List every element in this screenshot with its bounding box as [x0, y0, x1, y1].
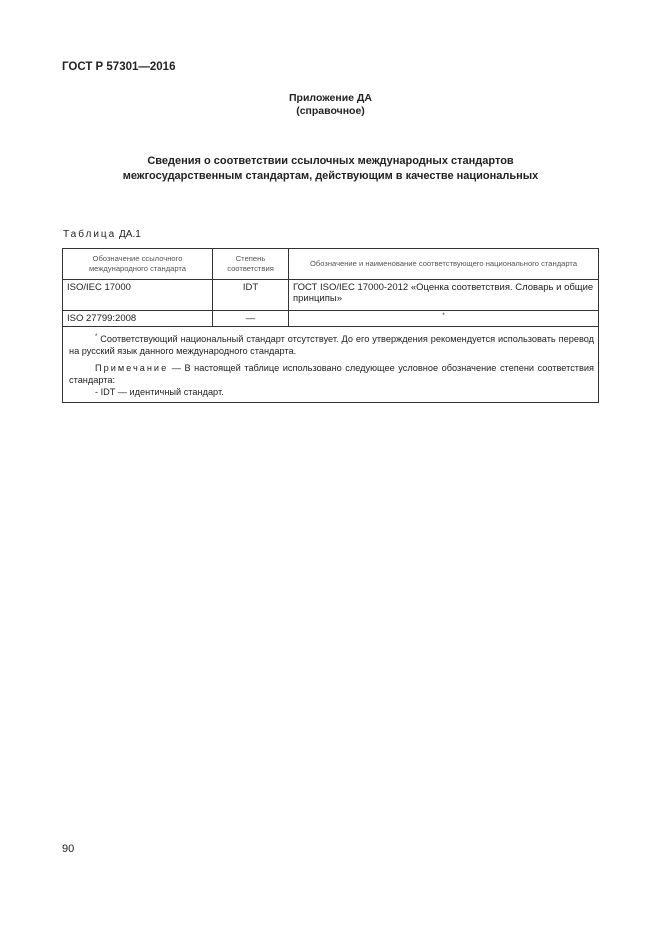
footnote-text: Соответствующий национальный стандарт отсутствует. До его утверждения рекомендуется использовать перевод на русский язык данного международного стандарта.	[69, 334, 594, 357]
correspondence-table	[62, 248, 599, 403]
appendix-title: Приложение ДА	[289, 92, 372, 104]
header-ref-standard: Обозначение ссылочного международного стандарта	[63, 249, 213, 280]
table-row	[63, 311, 599, 327]
cell-national: ГОСТ ISO/IEC 17000-2012 «Оценка соответствия. Словарь и общие принципы»	[289, 280, 599, 311]
table-header-row	[63, 249, 599, 280]
note-label: Примечание	[95, 363, 169, 374]
cell-ref: ISO/IEC 17000	[63, 280, 213, 311]
cell-national: *	[289, 311, 599, 327]
table-caption	[63, 229, 141, 240]
table-caption-id: ДА.1	[119, 229, 141, 240]
page-number: 90	[62, 843, 75, 855]
note-item: - IDT — идентичный стандарт.	[95, 387, 224, 398]
section-title	[0, 154, 661, 184]
footnote-mark: *	[95, 334, 98, 341]
cell-ref: ISO 27799:2008	[63, 311, 213, 327]
header-national-standard: Обозначение и наименование соответствующего национального стандарта	[289, 249, 599, 280]
table-row	[63, 280, 599, 311]
header-degree: Степень соответствия	[213, 249, 289, 280]
table-caption-word: Таблица	[63, 229, 117, 240]
cell-degree: IDT	[213, 280, 289, 311]
section-title-line-2: межгосударственным стандартам, действующим в качестве национальных	[122, 170, 539, 182]
note	[69, 362, 594, 386]
appendix-subtitle: (справочное)	[296, 105, 365, 117]
cell-degree: —	[213, 311, 289, 327]
note-text: — В настоящей таблице использовано следующее условное обозначение степени соответствия стандарта:	[69, 363, 594, 386]
footnote-cell	[63, 327, 599, 403]
document-code: ГОСТ Р 57301—2016	[62, 61, 176, 73]
footnote	[69, 331, 594, 357]
table-footnote-row	[63, 327, 599, 403]
section-title-line-1: Сведения о соответствии ссылочных международных стандартов	[147, 155, 514, 167]
